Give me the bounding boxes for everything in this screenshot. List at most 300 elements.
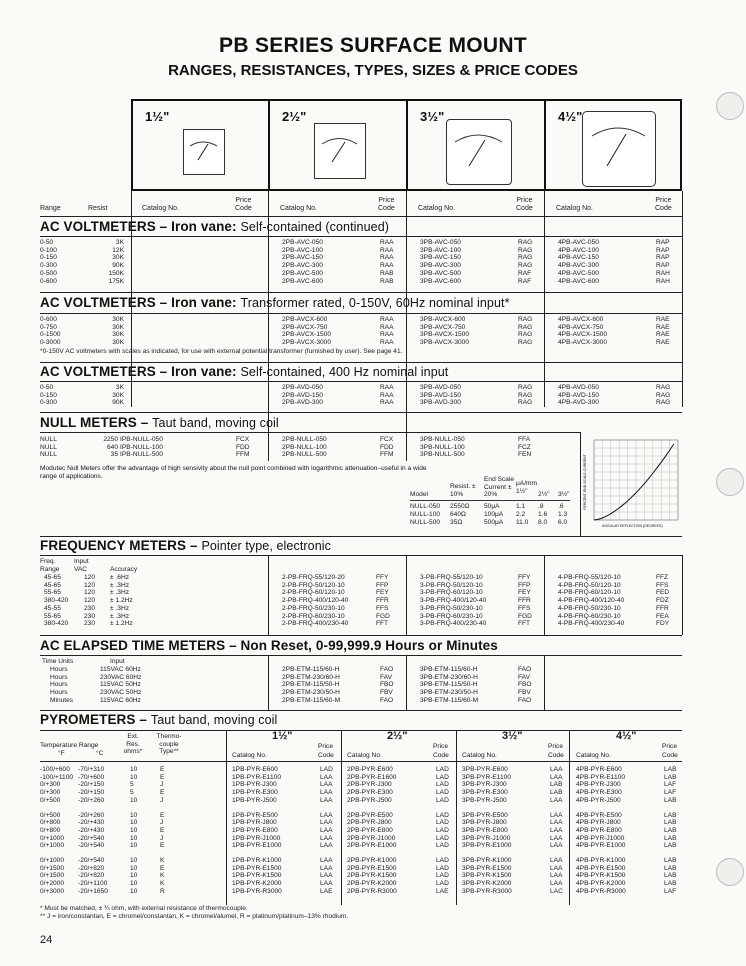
table-cell: 3PB-AVC-100 — [420, 246, 461, 254]
table-cell: 0/+3000 — [40, 887, 65, 895]
table-cell: LAD — [436, 819, 449, 827]
table-cell: K — [160, 857, 165, 864]
table-cell: -20/+150 — [78, 789, 105, 797]
pyr-header: Price — [433, 743, 449, 750]
table-cell: 4PB-PYR-E600 — [576, 766, 622, 773]
table-cell: LAA — [550, 834, 563, 842]
table-cell: 3PB-ETM-230/60-H — [420, 673, 478, 681]
table-cell: 0-100 — [40, 246, 57, 254]
table-cell: 4PB-AVC-500 — [558, 269, 599, 277]
table-cell: ± .3Hz — [110, 581, 130, 589]
table-cell: FAO — [380, 666, 394, 673]
section-rule — [40, 236, 682, 237]
table-cell: 3-PB-FRQ-60/120-10 — [420, 589, 483, 597]
table-cell: FEY — [518, 589, 531, 597]
table-cell: 4PB-AVC-600 — [558, 277, 599, 285]
table-cell: RAG — [656, 391, 671, 399]
table-cell: 2-PB-FRQ-400/120-40 — [282, 597, 349, 605]
table-cell: 10 — [130, 872, 138, 880]
table-cell: RAG — [518, 262, 533, 270]
table-cell: 3PB-AVCX-1500 — [420, 331, 469, 339]
column-divider — [544, 555, 545, 635]
table-cell: 2PB-PYR-E500 — [347, 811, 393, 819]
table-cell: RAP — [656, 246, 670, 254]
table-cell: 3PB-PYR-E1100 — [462, 773, 511, 781]
spec-cell: 8.0 — [538, 519, 548, 526]
table-cell: 30K — [112, 331, 124, 339]
table-cell: 1PB-PYR-K1500 — [232, 872, 282, 880]
table-cell: FBV — [518, 689, 531, 697]
spec-cell: 1.6 — [538, 511, 548, 518]
table-cell: LAA — [320, 834, 333, 842]
table-cell: E — [160, 826, 165, 834]
table-cell: FEY — [376, 589, 389, 597]
table-cell: RAA — [380, 246, 394, 254]
table-cell: 10 — [130, 880, 138, 888]
table-cell: 2PB-AVCX-3000 — [282, 339, 331, 347]
table-cell: 3PB-PYR-E500 — [462, 811, 508, 819]
section-rule — [40, 655, 682, 656]
table-cell: 3PB-ETM-115/50-H — [420, 681, 478, 689]
table-cell: LAA — [550, 796, 563, 804]
table-cell: 3PB-NULL-100 — [420, 443, 465, 451]
spec-cell: 6.0 — [558, 519, 568, 526]
table-cell: 2PB-AVC-100 — [282, 246, 323, 254]
table-cell: 640 — [106, 443, 118, 451]
table-cell: RAG — [518, 246, 533, 254]
table-cell: RAA — [380, 316, 394, 323]
freq-header: Accuracy — [110, 566, 138, 573]
table-cell: 3PB-AVD-300 — [420, 399, 461, 407]
table-cell: LAD — [436, 872, 449, 880]
table-cell: ± .6Hz — [110, 574, 130, 581]
pyr-header: Catalog No. — [232, 752, 267, 759]
table-cell: -20/+540 — [78, 857, 105, 864]
pyr-header: Ext. Res. ohms* — [123, 733, 143, 756]
spec-cell: NULL-100 — [410, 511, 441, 518]
table-cell: 1PB-PYR-E800 — [232, 826, 278, 834]
pyr-header: Price — [548, 743, 564, 750]
table-cell: 3-PB-FRQ-400/120-40 — [420, 597, 487, 605]
table-cell: 2PB-AVD-300 — [282, 399, 323, 407]
table-cell: 4PB-PYR-E1000 — [576, 842, 626, 850]
table-cell: IPB-NULL-500 — [120, 451, 163, 459]
column-divider — [456, 730, 457, 905]
table-cell: -20/+540 — [78, 834, 105, 842]
table-cell: -70/+600 — [78, 773, 105, 781]
table-cell: RAA — [380, 331, 394, 339]
table-cell: ± .3Hz — [110, 604, 130, 612]
section-rule — [40, 536, 682, 537]
table-cell: LAA — [320, 781, 333, 789]
size-label: 2½" — [282, 109, 307, 124]
table-cell: 2PB-ETM-230/60-H — [282, 673, 340, 681]
table-cell: 2-PB-FRQ-50/230-10 — [282, 604, 345, 612]
table-cell: LAF — [664, 789, 677, 797]
header-resist: Resist — [88, 205, 108, 212]
table-cell: 2PB-PYR-R3000 — [347, 887, 397, 895]
table-cell: RAG — [518, 316, 533, 323]
table-cell: 0-1500 — [40, 331, 61, 339]
table-cell: 4PB-PYR-R3000 — [576, 887, 626, 895]
table-cell: 0/+1000 — [40, 834, 65, 842]
table-cell: 55-65 — [44, 589, 61, 597]
table-cell: 1PB-PYR-E500 — [232, 811, 278, 819]
table-cell: 230 — [84, 604, 96, 612]
table-cell: 3PB-PYR-K1500 — [462, 872, 512, 880]
table-cell: RAG — [518, 384, 533, 391]
table-cell: 4PB-AVCX-1500 — [558, 331, 607, 339]
table-cell: 1PB-PYR-K1000 — [232, 857, 282, 864]
page-subtitle: RANGES, RESISTANCES, TYPES, SIZES & PRICE CODES — [168, 62, 578, 79]
table-cell: 2PB-AVCX-750 — [282, 323, 328, 331]
table-cell: K — [160, 872, 165, 880]
spec-cell: 1.1 — [516, 503, 526, 510]
table-cell: 5 — [130, 789, 134, 797]
header-catalog-4: Catalog No. — [556, 205, 593, 212]
section-rule — [40, 381, 682, 382]
table-cell: FFZ — [656, 574, 669, 581]
section-rule — [40, 710, 682, 711]
section-rule — [40, 313, 682, 314]
table-cell: LAB — [550, 781, 563, 789]
table-cell: FAO — [518, 696, 532, 704]
table-cell: FBO — [380, 681, 394, 689]
table-cell: FFR — [376, 597, 389, 605]
table-cell: 10 — [130, 766, 138, 773]
table-cell: 0/+1000 — [40, 842, 65, 850]
table-cell: 45-65 — [44, 574, 61, 581]
table-cell: 1PB-PYR-E1000 — [232, 842, 282, 850]
table-cell: 230VAC 50Hz — [100, 689, 142, 697]
table-cell: LAA — [550, 864, 563, 872]
header-price-3: Price Code — [516, 197, 533, 212]
header-price-1: Price Code — [235, 197, 252, 212]
table-cell: LAB — [664, 834, 677, 842]
null-response-graph — [580, 434, 682, 532]
table-cell: RAG — [518, 323, 533, 331]
spec-header: Model — [410, 491, 428, 498]
header-catalog-2: Catalog No. — [280, 205, 317, 212]
table-cell: 230 — [84, 620, 96, 628]
table-cell: 2PB-PYR-K1500 — [347, 872, 397, 880]
table-cell: RAA — [380, 384, 394, 391]
table-cell: FFM — [380, 451, 394, 459]
section-rule — [40, 412, 682, 413]
table-cell: ± .3Hz — [110, 612, 130, 620]
table-cell: LAD — [436, 796, 449, 804]
table-cell: 3PB-AVD-050 — [420, 384, 461, 391]
table-cell: LAB — [550, 789, 563, 797]
table-cell: ± 1.2Hz — [110, 597, 133, 605]
table-cell: 2-PB-FRQ-55/120-20 — [282, 574, 345, 581]
pyr-header: Code — [433, 752, 449, 759]
table-cell: 3PB-PYR-E600 — [462, 766, 508, 773]
table-cell: LAA — [320, 864, 333, 872]
table-cell: FFS — [518, 604, 531, 612]
table-cell: 3PB-AVC-300 — [420, 262, 461, 270]
table-cell: 2PB-AVC-300 — [282, 262, 323, 270]
section-title-elapsed: AC ELAPSED TIME METERS – Non Reset, 0-99,999.9 Hours or Minutes — [40, 638, 498, 653]
section-rule — [40, 555, 682, 556]
table-cell: LAF — [664, 887, 677, 895]
table-cell: Hours — [50, 681, 68, 689]
table-cell: 3PB-AVC-050 — [420, 239, 461, 246]
column-divider — [569, 730, 570, 905]
table-cell: K — [160, 880, 165, 888]
table-cell: 90K — [112, 399, 124, 407]
section-title-ac-volt-self: AC VOLTMETERS – Iron vane: Self-contained (continued) — [40, 219, 390, 234]
footnote-xfmr: *0-150V AC voltmeters with scales as indicated, for use with external potential transformer (furnished by user). See page 41. — [40, 348, 403, 355]
meter-face-icon — [446, 119, 512, 185]
table-cell: 1PB-PYR-J800 — [232, 819, 277, 827]
table-cell: LAD — [436, 773, 449, 781]
size-box-2-5 — [268, 99, 406, 191]
table-cell: 380-420 — [44, 620, 69, 628]
table-cell: RAE — [656, 331, 670, 339]
table-cell: 5 — [130, 781, 134, 789]
table-cell: 0-150 — [40, 254, 57, 262]
table-cell: 3PB-PYR-J300 — [462, 781, 507, 789]
table-cell: 2PB-AVD-150 — [282, 391, 323, 399]
table-cell: 3PB-PYR-E800 — [462, 826, 508, 834]
table-cell: FFT — [376, 620, 389, 628]
table-cell: LAB — [664, 842, 677, 850]
table-cell: FDZ — [656, 597, 669, 605]
table-cell: FCZ — [518, 443, 531, 451]
table-cell: LAB — [664, 773, 677, 781]
table-cell: RAG — [656, 384, 671, 391]
column-divider — [406, 655, 407, 710]
table-cell: 4PB-PYR-K1000 — [576, 857, 626, 864]
table-cell: 2PB-AVCX-600 — [282, 316, 328, 323]
table-cell: RAG — [518, 391, 533, 399]
table-cell: LAA — [550, 766, 563, 773]
table-cell: LAA — [550, 811, 563, 819]
pyr-header: Catalog No. — [576, 752, 611, 759]
table-cell: 2PB-PYR-K2000 — [347, 880, 397, 888]
spec-header: μA/mm 1½" — [516, 480, 538, 495]
section-rule — [40, 730, 682, 731]
table-cell: 1PB-PYR-E1500 — [232, 864, 282, 872]
table-cell: 0-600 — [40, 277, 57, 285]
table-cell: 1PB-PYR-E300 — [232, 789, 278, 797]
table-cell: LAA — [550, 872, 563, 880]
column-divider — [580, 432, 581, 536]
table-cell: -20/+540 — [78, 842, 105, 850]
table-cell: 4-PB-FRQ-50/120-10 — [558, 581, 621, 589]
table-cell: 3PB-PYR-E1500 — [462, 864, 512, 872]
table-cell: 0/+500 — [40, 811, 61, 819]
pyr-header: Code — [318, 752, 334, 759]
table-cell: LAB — [664, 857, 677, 864]
table-cell: RAG — [518, 339, 533, 347]
table-cell: FAV — [380, 673, 392, 681]
pyrometer-note-2: ** J = iron/constantan, E = chromel/constantan, K = chromel/alumel, R = platinum/platinum–13% rhodium. — [40, 913, 349, 920]
table-cell: 3PB-ETM-230/50-H — [420, 689, 478, 697]
table-cell: LAA — [320, 842, 333, 850]
table-cell: LAA — [320, 796, 333, 804]
table-cell: LAA — [320, 773, 333, 781]
table-cell: 1PB-PYR-E600 — [232, 766, 278, 773]
table-cell: RAA — [380, 339, 394, 347]
table-cell: 4-PB-FRQ-60/120-10 — [558, 589, 621, 597]
table-cell: 45-65 — [44, 581, 61, 589]
table-cell: FFS — [376, 604, 389, 612]
size-box-3-5 — [406, 99, 544, 191]
table-cell: 0/+2000 — [40, 880, 65, 888]
table-cell: 230 — [84, 612, 96, 620]
table-cell: 4PB-AVC-150 — [558, 254, 599, 262]
spec-header: 2½" — [538, 491, 550, 498]
table-cell: 4PB-PYR-J500 — [576, 796, 621, 804]
table-cell: 2PB-AVD-050 — [282, 384, 323, 391]
table-cell: FFS — [656, 581, 669, 589]
table-cell: RAP — [656, 254, 670, 262]
table-cell: 4-PB-FRQ-400/120-40 — [558, 597, 625, 605]
column-divider — [682, 555, 683, 635]
table-cell: 4PB-AVD-300 — [558, 399, 599, 407]
table-cell: 2PB-PYR-J300 — [347, 781, 392, 789]
table-cell: 120 — [84, 589, 96, 597]
table-cell: RAP — [656, 262, 670, 270]
freq-header: Freq. Range — [40, 558, 60, 573]
table-cell: LAD — [436, 880, 449, 888]
table-cell: 4PB-PYR-E500 — [576, 811, 622, 819]
table-cell: 4PB-AVCX-600 — [558, 316, 604, 323]
table-cell: FAV — [518, 673, 530, 681]
binder-hole-top — [716, 92, 744, 120]
spec-cell: 11.0 — [516, 519, 529, 526]
table-cell: 4-PB-FRQ-50/230-10 — [558, 604, 621, 612]
table-cell: LAA — [320, 857, 333, 864]
spec-cell: NULL-500 — [410, 519, 441, 526]
table-cell: 3K — [115, 239, 124, 246]
pyr-size-label: 4½" — [616, 730, 637, 742]
table-cell: RAF — [518, 269, 532, 277]
column-divider — [682, 191, 683, 407]
table-cell: 2PB-PYR-K1000 — [347, 857, 397, 864]
table-cell: 3PB-ETM-115/60-M — [420, 696, 479, 704]
table-cell: 120 — [84, 597, 96, 605]
spec-cell: NULL-050 — [410, 503, 441, 510]
table-cell: E — [160, 811, 165, 819]
table-cell: RAG — [518, 331, 533, 339]
size-box-1-5 — [131, 99, 268, 191]
table-cell: LAB — [664, 872, 677, 880]
table-cell: RAA — [380, 399, 394, 407]
table-cell: 2PB-PYR-E1000 — [347, 842, 397, 850]
table-cell: LAB — [664, 766, 677, 773]
table-cell: RAH — [656, 269, 670, 277]
pyr-header: Catalog No. — [462, 752, 497, 759]
table-cell: LAA — [320, 826, 333, 834]
table-cell: LAA — [550, 857, 563, 864]
table-cell: 2-PB-FRQ-60/230-10 — [282, 612, 345, 620]
table-cell: 380-420 — [44, 597, 69, 605]
binder-hole-bottom — [716, 858, 744, 886]
table-cell: 3PB-AVCX-600 — [420, 316, 466, 323]
table-cell: 3-PB-FRQ-55/120-10 — [420, 574, 483, 581]
pyr-header: Temperature Range — [40, 742, 99, 749]
table-cell: FDY — [656, 620, 670, 628]
pyr-header: Catalog No. — [347, 752, 382, 759]
table-cell: RAG — [518, 254, 533, 262]
table-cell: 3PB-PYR-J800 — [462, 819, 507, 827]
spec-cell: 2550Ω — [450, 503, 470, 510]
column-divider — [226, 730, 227, 905]
table-cell: 0-50 — [40, 239, 54, 246]
table-cell: 2PB-PYR-E1500 — [347, 864, 397, 872]
table-cell: LAF — [664, 781, 677, 789]
table-cell: -20/+150 — [78, 781, 105, 789]
spec-cell: 640Ω — [450, 511, 466, 518]
table-cell: 0/+1500 — [40, 872, 65, 880]
table-cell: J — [160, 781, 164, 789]
table-cell: FFP — [376, 581, 389, 589]
elapsed-header: Time Units — [42, 658, 74, 665]
table-cell: 1PB-PYR-K2000 — [232, 880, 282, 888]
binder-hole-middle — [716, 468, 744, 496]
table-cell: FFR — [518, 597, 531, 605]
table-cell: 4PB-PYR-E1100 — [576, 773, 625, 781]
table-cell: 2PB-PYR-J1000 — [347, 834, 396, 842]
table-cell: 4PB-AVD-150 — [558, 391, 599, 399]
table-cell: 10 — [130, 811, 138, 819]
table-cell: FCX — [236, 436, 250, 443]
table-cell: -20/+260 — [78, 796, 105, 804]
table-cell: LAA — [550, 773, 563, 781]
table-cell: 2PB-ETM-115/60-M — [282, 696, 341, 704]
column-divider — [268, 555, 269, 635]
table-cell: 2PB-PYR-J500 — [347, 796, 392, 804]
table-cell: 3PB-AVC-500 — [420, 269, 461, 277]
table-cell: -20/+820 — [78, 864, 105, 872]
table-cell: 4-PB-FRQ-60/230-10 — [558, 612, 621, 620]
spec-cell: 35Ω — [450, 519, 463, 526]
table-cell: 230VAC 60Hz — [100, 673, 142, 681]
size-label: 1½" — [145, 109, 170, 124]
spec-cell: 100μA — [484, 511, 504, 518]
table-cell: LAB — [664, 796, 677, 804]
table-cell: -20/+1100 — [78, 880, 108, 888]
spec-header: Resist. ± 10% — [450, 483, 476, 498]
elapsed-header: Input — [110, 658, 125, 665]
table-cell: RAA — [380, 262, 394, 270]
table-cell: LAB — [664, 864, 677, 872]
table-cell: 10 — [130, 864, 138, 872]
section-title-null: NULL METERS – Taut band, moving coil — [40, 415, 279, 430]
meter-face-icon — [582, 111, 656, 187]
table-cell: 3PB-PYR-J500 — [462, 796, 507, 804]
pyr-header: Price — [318, 743, 334, 750]
table-cell: LAA — [550, 826, 563, 834]
table-cell: 2-PB-FRQ-60/120-10 — [282, 589, 345, 597]
table-cell: 2PB-PYR-E1600 — [347, 773, 397, 781]
table-cell: E — [160, 864, 165, 872]
table-cell: 1PB-PYR-J300 — [232, 781, 277, 789]
table-cell: 2PB-ETM-230/50-H — [282, 689, 340, 697]
table-cell: 3PB-PYR-K1000 — [462, 857, 512, 864]
section-title-ac-volt-xfmr: AC VOLTMETERS – Iron vane: Transformer rated, 0-150V, 60Hz nominal input* — [40, 295, 510, 310]
table-cell: 10 — [130, 857, 138, 864]
table-cell: 3PB-PYR-E300 — [462, 789, 508, 797]
pyr-header-rule — [40, 761, 682, 762]
table-cell: LAA — [550, 842, 563, 850]
table-cell: 4PB-PYR-E800 — [576, 826, 622, 834]
table-cell: 4-PB-FRQ-55/120-10 — [558, 574, 621, 581]
table-cell: 2250 — [103, 436, 118, 443]
